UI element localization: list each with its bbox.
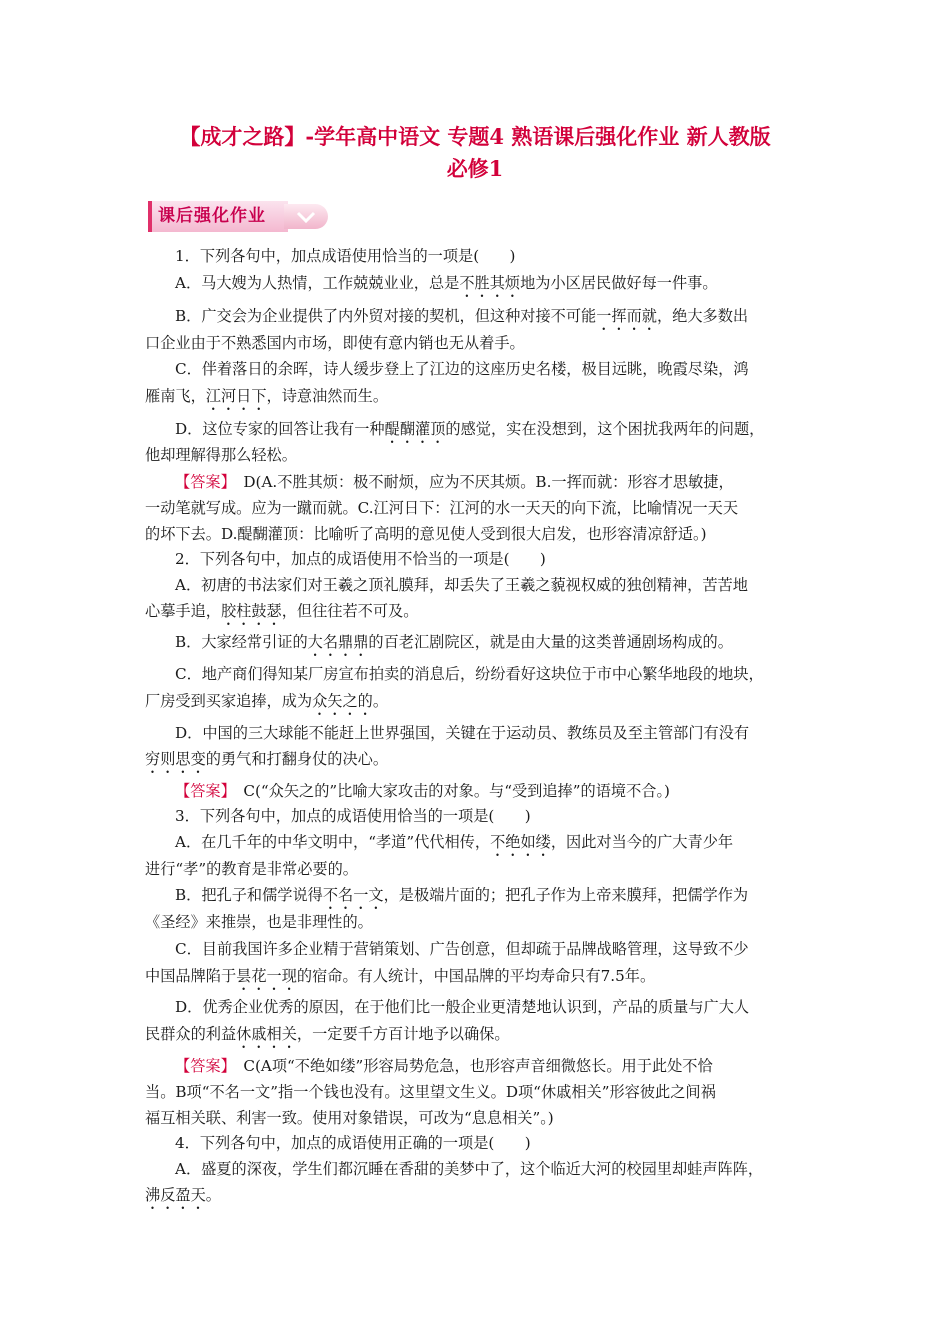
emphasized-idiom: 江河日下 xyxy=(205,387,267,405)
q1-option-c: C．伴着落日的余晖，诗人缓步登上了江边的这座历史名楼，极目远眺，晚霞尽染，鸿 xyxy=(175,360,749,378)
emphasized-idiom: 穷则思变 xyxy=(145,750,206,768)
q1-stem: 1．下列各句中，加点成语使用恰当的一项是( ) xyxy=(175,247,516,265)
q2-option-c-cont: 厂房受到买家追捧，成为众矢之的。 xyxy=(145,692,388,710)
section-label: 课后强化作业 xyxy=(158,206,266,226)
q3-option-d: D．优秀企业优秀的原因，在于他们比一般企业更清楚地认识到，产品的质量与广大人 xyxy=(175,998,750,1016)
q1-option-b-cont: 口企业由于不熟悉国内市场，即使有意内销也无从着手。 xyxy=(145,334,525,352)
q3-answer-cont-2: 福互相关联、利害一致。使用对象错误，可改为“息息相关”。) xyxy=(145,1109,554,1127)
q1-option-d-cont: 他却理解得那么轻松。 xyxy=(145,446,297,464)
heart-icon xyxy=(296,211,316,223)
emphasized-idiom: 沸反盈天 xyxy=(145,1186,206,1204)
q3-option-b-cont: 《圣经》来推崇，也是非理性的。 xyxy=(145,913,373,931)
emphasized-idiom: 众矢之的 xyxy=(312,692,373,710)
q3-option-c-cont: 中国品牌陷于昙花一现的宿命。有人统计，中国品牌的平均寿命只有7.5年。 xyxy=(145,967,656,985)
q2-answer: 【答案】 C(“众矢之的”比喻大家攻击的对象。与“受到追捧”的语境不合。) xyxy=(175,782,670,800)
emphasized-idiom: 不绝如缕 xyxy=(490,833,551,851)
q4-stem: 4．下列各句中，加点的成语使用正确的一项是( ) xyxy=(175,1134,531,1152)
emphasized-idiom: 不名一文 xyxy=(322,886,384,904)
q3-option-a-cont: 进行“孝”的教育是非常必要的。 xyxy=(145,860,358,878)
emphasized-idiom: 醍醐灌顶 xyxy=(384,420,446,438)
emphasized-idiom: 胶柱鼓瑟 xyxy=(220,602,282,620)
emphasized-idiom: 不胜其烦 xyxy=(459,274,521,292)
q3-option-a: A．在几千年的中华文明中，“孝道”代代相传，不绝如缕，因此对当今的广大青少年 xyxy=(175,833,734,851)
q3-stem: 3．下列各句中，加点的成语使用恰当的一项是( ) xyxy=(175,807,531,825)
emphasized-idiom: 昙花一现 xyxy=(236,967,297,985)
page-title-line-1: 【成才之路】-学年高中语文 专题4 熟语课后强化作业 新人教版 xyxy=(179,124,771,149)
q2-option-a: A．初唐的书法家们对王羲之顶礼膜拜，却丢失了王羲之藐视权威的独创精神，苦苦地 xyxy=(175,576,748,594)
q3-answer: 【答案】 C(A项“不绝如缕”形容局势危急，也形容声音细微悠长。用于此处不恰 xyxy=(175,1057,713,1075)
answer-label: 【答案】 xyxy=(175,473,229,491)
q2-option-c: C．地产商们得知某厂房宣布拍卖的消息后，纷纷看好这块位于市中心繁华地段的地块， xyxy=(175,665,764,683)
q1-option-b: B．广交会为企业提供了内外贸对接的契机，但这种对接不可能一挥而就，绝大多数出 xyxy=(175,307,749,325)
q2-option-d: D．中国的三大球能不能赶上世界强国，关键在于运动员、教练员及至主管部门有没有 xyxy=(175,724,750,742)
answer-label: 【答案】 xyxy=(175,1057,229,1075)
q1-option-d: D．这位专家的回答让我有一种醍醐灌顶的感觉，实在没想到，这个困扰我两年的问题， xyxy=(175,420,765,438)
q2-stem: 2．下列各句中，加点的成语使用不恰当的一项是( ) xyxy=(175,550,546,568)
answer-label: 【答案】 xyxy=(175,782,229,800)
q1-answer-cont-1: 一动笔就写成。应为一蹴而就。C.江河日下：江河的水一天天的向下流，比喻情况一天天 xyxy=(145,499,739,517)
q1-option-c-cont: 雁南飞，江河日下，诗意油然而生。 xyxy=(145,387,388,405)
emphasized-idiom: 一挥而就 xyxy=(596,307,657,325)
q1-answer: 【答案】 D(A.不胜其烦：极不耐烦，应为不厌其烦。B.一挥而就：形容才思敏捷， xyxy=(175,473,734,491)
section-badge xyxy=(148,201,330,232)
q2-option-b: B．大家经常引证的大名鼎鼎的百老汇剧院区，就是由大量的这类普通剧场构成的。 xyxy=(175,633,733,651)
q3-option-b: B．把孔子和儒学说得不名一文，是极端片面的；把孔子作为上帝来膜拜，把儒学作为 xyxy=(175,886,749,904)
emphasized-idiom: 大名鼎鼎 xyxy=(307,633,369,651)
q3-option-c: C．目前我国许多企业精于营销策划、广告创意，但却疏于品牌战略管理，这导致不少 xyxy=(175,940,749,958)
q2-option-a-cont: 心摹手追，胶柱鼓瑟，但往往若不可及。 xyxy=(145,602,419,620)
q1-answer-cont-2: 的坏下去。D.醍醐灌顶：比喻听了高明的意见使人受到很大启发，也形容清凉舒适。) xyxy=(145,525,707,543)
page-title-line-2: 必修1 xyxy=(446,156,504,181)
q4-option-a-cont: 沸反盈天。 xyxy=(145,1186,221,1204)
section-badge-tab xyxy=(284,204,328,229)
q2-option-d-cont: 穷则思变的勇气和打翻身仗的决心。 xyxy=(145,750,388,768)
q1-option-a: A．马大嫂为人热情，工作兢兢业业，总是不胜其烦地为小区居民做好每一件事。 xyxy=(175,274,718,292)
q3-option-d-cont: 民群众的利益休戚相关，一定要千方百计地予以确保。 xyxy=(145,1025,510,1043)
q3-answer-cont-1: 当。B项“不名一文”指一个钱也没有。这里望文生义。D项“休戚相关”形容彼此之间祸 xyxy=(145,1083,716,1101)
emphasized-idiom: 休戚相关 xyxy=(236,1025,297,1043)
q4-option-a: A．盛夏的深夜，学生们都沉睡在香甜的美梦中了，这个临近大河的校园里却蛙声阵阵， xyxy=(175,1160,764,1178)
